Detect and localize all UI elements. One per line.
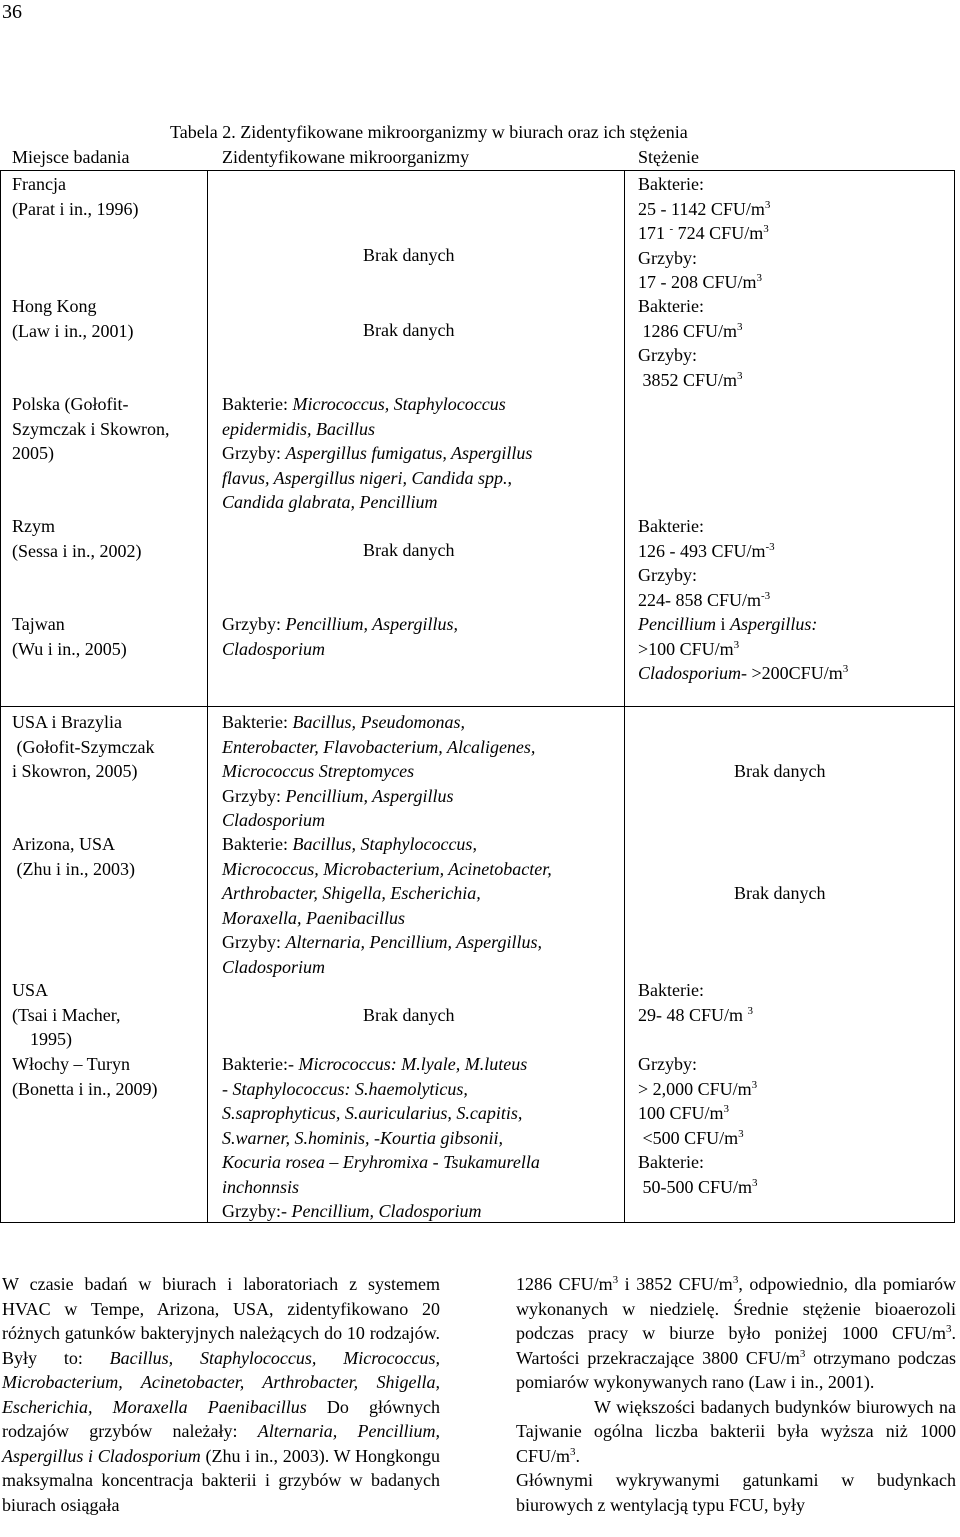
organisms-value: Brak danych [363,320,455,340]
place-source: (Zhu i in., 2003) [12,858,135,879]
place-name: Francja [12,174,66,194]
header-place: Miejsce badania [12,147,130,167]
place-name: Arizona, USA [12,834,115,854]
organisms-value: Brak danych [363,245,455,265]
place-name: Tajwan [12,614,65,634]
organisms-value: Brak danych [363,540,455,560]
place-source-cont: 1995) [12,1029,72,1049]
organisms-value: Bakterie: Bacillus, Pseudomonas, Enterobacter, Flavobacterium, Alcaligenes, Micrococcus Streptomyces Grzyby: Pencillium, Aspergillus Cladosporium [222,712,536,830]
place-name: Rzym [12,516,55,536]
table-caption: Tabela 2. Zidentyfikowane mikroorganizmy w biurach oraz ich stężenia [170,122,688,142]
concentration-value: Pencillium i Aspergillus: >100 CFU/$m^3$ Cladosporium- $>200CFU/m^3$ [638,614,849,683]
place-source: (Tsai i Macher, [12,1004,121,1025]
organisms-value: Brak danych [363,1005,455,1025]
place-name: Polska (Gołofit- [12,394,129,414]
header-concentration: Stężenie [638,147,699,167]
concentration-value: Bakterie: 126 - 493 CFU/$m^{-3}$ Grzyby: 224- 858 CFU/$m^{-3}$ [638,516,775,610]
header-organisms: Zidentyfikowane mikroorganizmy [222,147,470,167]
organisms-value: Bakterie: Bacillus, Staphylococcus, Micrococcus, Microbacterium, Acinetobacter, Arthrobacter, Shigella, Escherichia, Moraxella, Paenibacillus Grzyby: Alternaria, Pencillium, Aspergillus, Cladosporium [222,834,552,977]
place-source-cont: i Skowron, 2005) [12,761,138,781]
page-number: 36 [2,1,22,23]
body-text-right: 1286 CFU/$m^3$ i 3852 CFU/$m^3$, odpowiednio, dla pomiarów wykonanych w niedzielę. Średnie stężenie bioaerozoli podczas pracy w biurze było poniżej 1000 CFU/$m^3$. Wartości przekraczające 3800 CFU/$m^3$ otrzymano podczas pomiarów wykonywanych rano (Law i in., 2001). W większości badanych budynków biurowych na Tajwanie ogólna liczba bakterii była wyższa niż 1000 CFU/$m^3$. Głównymi wykrywanymi gatunkami w budynkach biurowych z wentylacją typu FCU, były [516,1274,956,1515]
place-source: (Gołofit-Szymczak [12,736,155,757]
concentration-value: Brak danych [734,883,826,903]
body-text-left: W czasie badań w biurach i laboratoriach z systemem HVAC w Tempe, Arizona, USA, zidentyfikowano 20 różnych gatunków bakteryjnych należących do 10 rodzajów. Były to: Bacillus, Staphylococcus, Micrococcus, Microbacterium, Acinetobacter, Arthrobacter, Shigella, Escherichia, Moraxella Paenibacillus Do głównych rodzajów grzybów należały: Alternaria, Pencillium, Aspergillus i Cladosporium (Zhu i in., 2003). W Hongkongu maksymalna koncentracja bakterii i grzybów w badanych biurach osiągała [2,1274,441,1515]
place-source: (Parat i in., 1996) [12,198,139,219]
place-name: Hong Kong [12,296,97,316]
concentration-value: Grzyby: > 2,000 CFU/$m^3$ 100 CFU/$m^3$ <500 CFU/$m^3$ Bakterie: 50-500 CFU/$m^3$ [638,1054,758,1197]
place-source: (Law i in., 2001) [12,320,134,341]
place-source: (Wu i in., 2005) [12,638,127,659]
place-source: 2005) [12,443,54,463]
place-name: USA [12,980,49,1000]
place-name-cont: Szymczak i Skowron, [12,418,170,439]
place-source: (Sessa i in., 2002) [12,540,142,561]
place-source: (Bonetta i in., 2009) [12,1078,158,1099]
concentration-value: Bakterie: 29- 48 CFU/m $^3$ [638,980,754,1025]
concentration-value: Brak danych [734,761,826,781]
concentration-value: Bakterie: 25 - 1142 CFU/$m^3$ 171 - 724 CFU/$m^3$ Grzyby: 17 - 208 CFU/$m^3$ [638,174,771,292]
place-name: Włochy – Turyn [12,1054,131,1074]
concentration-value: Bakterie: 1286 CFU/$m^3$ Grzyby: 3852 CFU/$m^3$ [638,296,743,390]
organisms-value: Grzyby: Pencillium, Aspergillus, Cladosporium [222,614,458,659]
organisms-value: Bakterie: Micrococcus, Staphylococcus epidermidis, Bacillus Grzyby: Aspergillus fumigatus, Aspergillus flavus, Aspergillus nigeri, Candida spp., Candida glabrata, Pencillium [222,394,533,512]
place-name: USA i Brazylia [12,712,122,732]
organisms-value: Bakterie:- Micrococcus: M.lyale, M.luteus - Staphylococcus: S.haemolyticus, S.saprophyticus, S.auricularius, S.capitis, S.warner, S.hominis, -Kourtia gibsonii, Kocuria rosea – Eryhromixa - Tsukamurella inchonnsis Grzyby:- Pencillium, Cladosporium [222,1054,540,1221]
